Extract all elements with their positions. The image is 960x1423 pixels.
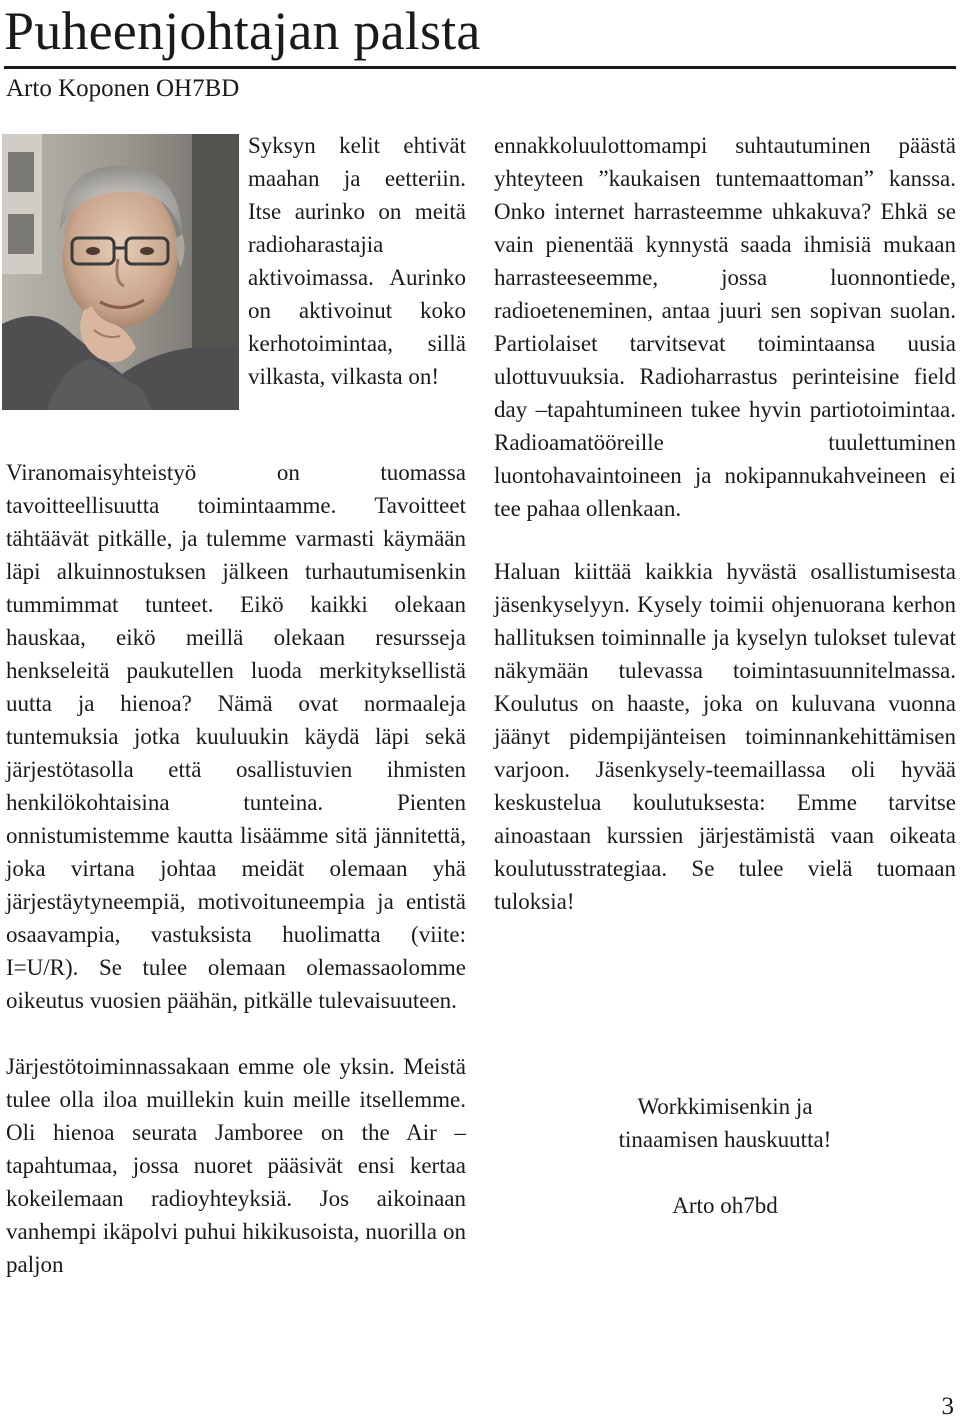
intro-text: Syksyn kelit ehtivät maahan ja eetteriin. Itse aurinko on meitä radioharastajia aktivoimassa. Aurinko on aktivoinut koko kerhotoimintaa, sillä vilkasta, vilkasta on!: [248, 133, 466, 389]
author-portrait-photo: [2, 134, 239, 410]
paragraph: ennakkoluulottomampi suhtautuminen päästä yhteyteen ”kaukaisen tuntemaattoman” kanssa. Onko internet harrasteemme uhkakuva? Ehkä se vain pienentää kynnystä saada ihmisiä mukaan harrasteeseemme, jossa luonnontiede, radioeteneminen, antaa juuri sen sopivan suolan. Partiolaiset tarvitsevat toimintaansa uusia ulottuvuuksia. Radioharrastus perinteisine field day –tapahtumineen tukee hyvin partiotoimintaa. Radioamatööreille tuulettuminen luontohavaintoineen ja nokipannukahveineen ei tee pahaa ollenkaan.: [494, 133, 956, 521]
closing-signoff: [494, 1090, 956, 1222]
closing-line: Workkimisenkin ja: [637, 1094, 813, 1119]
portrait-illustration: [2, 134, 239, 410]
intro-paragraph: [248, 129, 466, 393]
title-divider: [4, 66, 956, 69]
paragraph: Haluan kiittää kaikkia hyvästä osallistumisesta jäsenkyselyyn. Kysely toimii ohjenuorana kerhon hallituksen toiminnalle ja kyselyn tulokset tulevat näkymään tulevassa toimintasuunnitelmassa. Koulutus on haaste, joka on kuluvana vuonna jäänyt pidempijänteisen toiminnankehittämisen varjoon. Jäsenkysely-teemaillassa oli hyvää keskustelua koulutuksesta: Emme tarvitse ainoastaan kurssien järjestämistä vaan oikeata koulutusstrategiaa. Se tulee vielä tuomaan tuloksia!: [494, 559, 956, 914]
left-column: [6, 456, 466, 1281]
closing-line: tinaamisen hauskuutta!: [618, 1127, 832, 1152]
paragraph: Järjestötoiminnassakaan emme ole yksin. Meistä tulee olla iloa muillekin kuin meille itsellemme. Oli hienoa seurata Jamboree on the Air –tapahtumaa, jossa nuoret pääsivät ensi kertaa kokeilemaan radioyhteyksiä. Jos aikoinaan vanhempi ikäpolvi puhui hikikusoista, nuorilla on paljon: [6, 1054, 466, 1277]
right-column: [494, 129, 956, 918]
paragraph: Viranomaisyhteistyö on tuomassa tavoitteellisuutta toimintaamme. Tavoitteet tähtäävät pitkälle, ja tulemme varmasti käymään läpi alkuinnostuksen jälkeen turhautumisenkin tummimmat tunteet. Eikö kaikki olekaan hauskaa, eikö meillä olekaan resursseja henkseleitä paukutellen luoda merkityksellistä uutta ja hienoa? Nämä ovat normaaleja tuntemuksia jotka kuuluukin käydä läpi sekä järjestötasolla että osallistuvien ihmisten henkilökohtaisina tunteina. Pienten onnistumistemme kautta lisäämme sitä jännitettä, joka virtana johtaa meidät olemaan yhä järjestäytyneempiä, motivoituneempia ja entistä osaavampia, vastuksista huolimatta (viite: I=U/R). Se tulee olemaan olemassaolomme oikeutus vuosien päähän, pitkälle tulevaisuuteen.: [6, 460, 466, 1013]
page-number: 3: [941, 1393, 954, 1420]
author-byline: Arto Koponen OH7BD: [6, 75, 240, 102]
page-title: Puheenjohtajan palsta: [4, 1, 481, 61]
signature: Arto oh7bd: [672, 1193, 778, 1218]
